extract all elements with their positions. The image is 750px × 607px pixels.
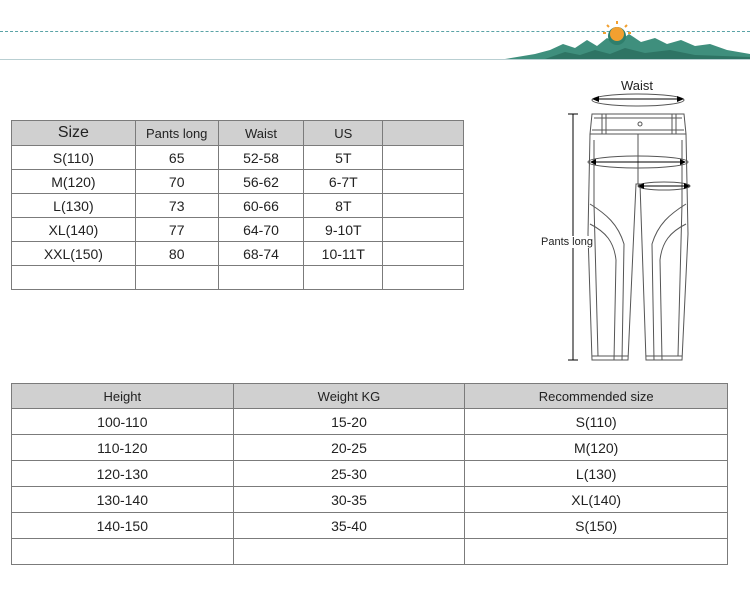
cell-pants-long [135,266,218,290]
cell-pants-long: 70 [135,170,218,194]
cell-recommended-size: S(110) [465,409,728,435]
cell-weight [233,539,465,565]
cell-pants-long: 73 [135,194,218,218]
cell-waist: 56-62 [218,170,304,194]
cell-height [12,539,234,565]
cell-us: 10-11T [304,242,383,266]
pants-long-label: Pants long [541,236,593,248]
cell-waist: 68-74 [218,242,304,266]
cell-us: 5T [304,146,383,170]
cell-blank [383,170,464,194]
recommended-size-table [11,383,728,565]
header-pants-long: Pants long [135,121,218,146]
cell-us [304,266,383,290]
pants-measurement-diagram [536,74,750,370]
cell-blank [383,218,464,242]
table-row [12,487,728,513]
cell-size: XXL(150) [12,242,136,266]
size-chart-table [11,120,464,290]
cell-blank [383,242,464,266]
cell-waist [218,266,304,290]
cell-pants-long: 77 [135,218,218,242]
cell-blank [383,194,464,218]
header-waist: Waist [218,121,304,146]
header-height: Height [12,384,234,409]
cell-waist: 52-58 [218,146,304,170]
cell-size: L(130) [12,194,136,218]
cell-recommended-size: L(130) [465,461,728,487]
table-row [12,513,728,539]
cell-recommended-size: S(150) [465,513,728,539]
table-row [12,194,464,218]
cell-pants-long: 80 [135,242,218,266]
cell-recommended-size: M(120) [465,435,728,461]
cell-weight: 25-30 [233,461,465,487]
header-blank [383,121,464,146]
cell-size: M(120) [12,170,136,194]
cell-height: 110-120 [12,435,234,461]
cell-recommended-size [465,539,728,565]
header-us: US [304,121,383,146]
cell-recommended-size: XL(140) [465,487,728,513]
cell-size [12,266,136,290]
cell-size: XL(140) [12,218,136,242]
cell-waist: 60-66 [218,194,304,218]
cell-weight: 20-25 [233,435,465,461]
table-row [12,218,464,242]
cell-us: 9-10T [304,218,383,242]
header-size: Size [12,121,136,146]
cell-us: 8T [304,194,383,218]
cell-weight: 30-35 [233,487,465,513]
rec-table-header-row [12,384,728,409]
header-recommended-size: Recommended size [465,384,728,409]
cell-height: 140-150 [12,513,234,539]
table-row [12,435,728,461]
cell-height: 130-140 [12,487,234,513]
cell-height: 100-110 [12,409,234,435]
cell-pants-long: 65 [135,146,218,170]
table-row [12,146,464,170]
cell-blank [383,266,464,290]
mountain-sun-logo [505,10,750,60]
cell-blank [383,146,464,170]
cell-waist: 64-70 [218,218,304,242]
cell-us: 6-7T [304,170,383,194]
cell-height: 120-130 [12,461,234,487]
table-row-empty [12,266,464,290]
table-row [12,170,464,194]
header-weight: Weight KG [233,384,465,409]
table-row [12,461,728,487]
waist-label: Waist [621,78,654,93]
size-table-header-row [12,121,464,146]
table-row [12,242,464,266]
table-row-empty [12,539,728,565]
cell-weight: 15-20 [233,409,465,435]
cell-size: S(110) [12,146,136,170]
cell-weight: 35-40 [233,513,465,539]
table-row [12,409,728,435]
